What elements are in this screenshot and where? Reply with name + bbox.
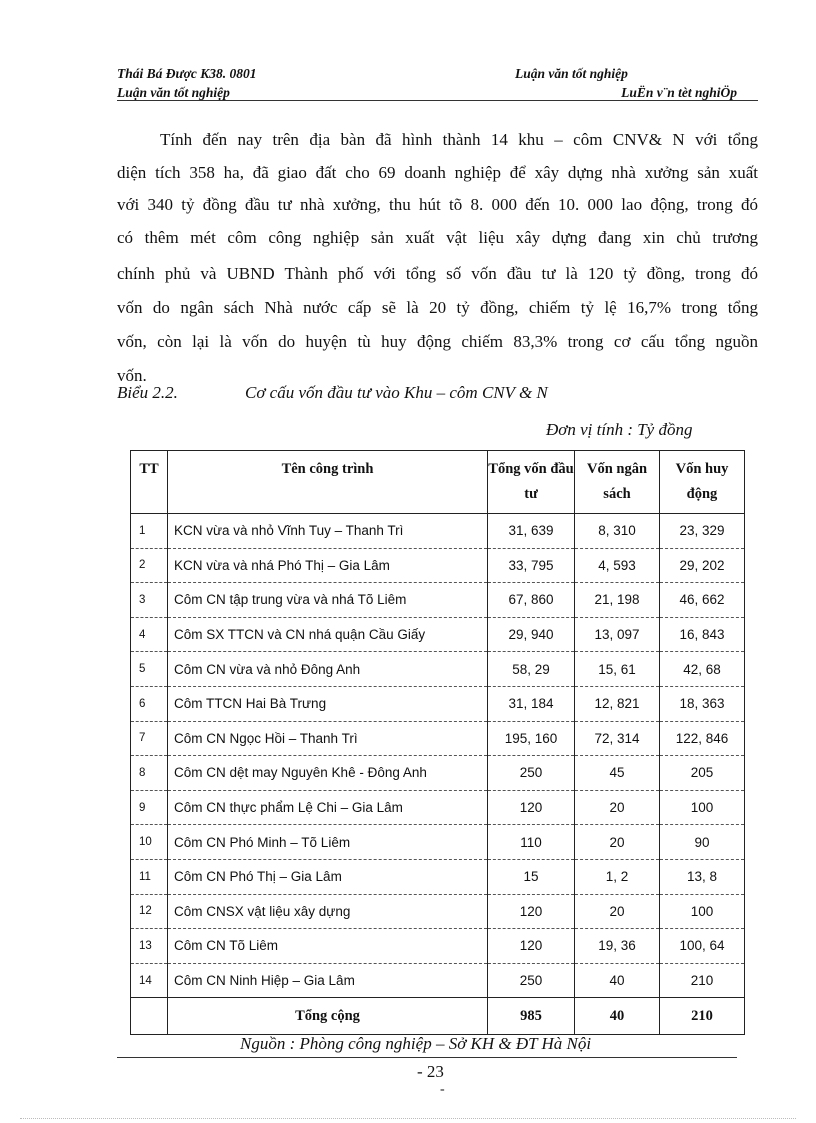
page-dash: - bbox=[440, 1082, 445, 1097]
row-tt: 10 bbox=[131, 825, 168, 860]
table-row bbox=[131, 686, 745, 721]
table-row bbox=[131, 790, 745, 825]
row-total: 195, 160 bbox=[488, 721, 575, 756]
row-budget: 1, 2 bbox=[575, 859, 660, 894]
table-row bbox=[131, 825, 745, 860]
row-budget: 45 bbox=[575, 756, 660, 791]
page-bottom-dotted-line bbox=[20, 1118, 796, 1119]
row-tt: 12 bbox=[131, 894, 168, 929]
row-mobilized: 13, 8 bbox=[660, 859, 745, 894]
header-mobilized: Vốn huy động bbox=[660, 451, 745, 514]
row-mobilized: 122, 846 bbox=[660, 721, 745, 756]
paragraph-line: có thêm mét côm công nghiệp sản xuất vật liệu xây dựng đang xin chủ trương bbox=[117, 228, 758, 248]
row-name: Côm CN tập trung vừa và nhá Tõ Liêm bbox=[168, 583, 488, 618]
row-mobilized: 100 bbox=[660, 790, 745, 825]
row-budget: 20 bbox=[575, 790, 660, 825]
row-budget: 8, 310 bbox=[575, 514, 660, 549]
table-row bbox=[131, 963, 745, 998]
row-total: 31, 639 bbox=[488, 514, 575, 549]
row-total: 31, 184 bbox=[488, 686, 575, 721]
row-name: Côm CN dệt may Nguyên Khê - Đông Anh bbox=[168, 756, 488, 791]
row-name: Côm CN Ninh Hiệp – Gia Lâm bbox=[168, 963, 488, 998]
caption-label: Biểu 2.2. bbox=[117, 383, 178, 402]
row-mobilized: 18, 363 bbox=[660, 686, 745, 721]
row-tt: 7 bbox=[131, 721, 168, 756]
row-tt: 11 bbox=[131, 859, 168, 894]
row-budget: 15, 61 bbox=[575, 652, 660, 687]
running-header-bottom bbox=[117, 85, 737, 101]
header-doc-type: Luận văn tốt nghiệp bbox=[515, 66, 628, 81]
row-name: Côm CN vừa và nhỏ Đông Anh bbox=[168, 652, 488, 687]
header-doc-type-left: Luận văn tốt nghiệp bbox=[117, 85, 230, 100]
table-row bbox=[131, 617, 745, 652]
row-mobilized: 100 bbox=[660, 894, 745, 929]
table-row bbox=[131, 859, 745, 894]
row-name: Côm CN Ngọc Hồi – Thanh Trì bbox=[168, 721, 488, 756]
paragraph-line: chính phủ và UBND Thành phố với tổng số vốn đầu tư là 120 tỷ đồng, trong đó bbox=[117, 263, 758, 283]
row-mobilized: 16, 843 bbox=[660, 617, 745, 652]
row-tt: 13 bbox=[131, 929, 168, 964]
table-row bbox=[131, 929, 745, 964]
row-tt: 3 bbox=[131, 583, 168, 618]
table-row bbox=[131, 514, 745, 549]
row-budget: 12, 821 bbox=[575, 686, 660, 721]
row-tt: 14 bbox=[131, 963, 168, 998]
total-total: 985 bbox=[488, 998, 575, 1035]
header-total: Tổng vốn đầu tư bbox=[488, 451, 575, 514]
row-total: 67, 860 bbox=[488, 583, 575, 618]
header-rule bbox=[117, 100, 758, 101]
table-row bbox=[131, 756, 745, 791]
row-tt: 5 bbox=[131, 652, 168, 687]
row-total: 15 bbox=[488, 859, 575, 894]
row-budget: 13, 097 bbox=[575, 617, 660, 652]
row-budget: 19, 36 bbox=[575, 929, 660, 964]
row-mobilized: 42, 68 bbox=[660, 652, 745, 687]
row-mobilized: 23, 329 bbox=[660, 514, 745, 549]
row-tt: 4 bbox=[131, 617, 168, 652]
row-tt: 8 bbox=[131, 756, 168, 791]
caption-title: Cơ cấu vốn đầu tư vào Khu – côm CNV & N bbox=[245, 383, 548, 402]
row-mobilized: 90 bbox=[660, 825, 745, 860]
row-total: 120 bbox=[488, 790, 575, 825]
row-total: 250 bbox=[488, 963, 575, 998]
paragraph-line: vốn. bbox=[117, 366, 147, 386]
row-mobilized: 46, 662 bbox=[660, 583, 745, 618]
row-budget: 72, 314 bbox=[575, 721, 660, 756]
row-total: 29, 940 bbox=[488, 617, 575, 652]
footer-rule bbox=[117, 1057, 737, 1058]
total-mobilized: 210 bbox=[660, 998, 745, 1035]
row-mobilized: 210 bbox=[660, 963, 745, 998]
body-paragraph bbox=[117, 124, 758, 393]
row-total: 120 bbox=[488, 929, 575, 964]
table-header-row bbox=[131, 451, 745, 514]
row-budget: 21, 198 bbox=[575, 583, 660, 618]
row-tt: 9 bbox=[131, 790, 168, 825]
unit-note: Đơn vị tính : Tỷ đồng bbox=[546, 420, 693, 439]
table-row bbox=[131, 652, 745, 687]
row-name: Côm SX TTCN và CN nhá quận Cầu Giấy bbox=[168, 617, 488, 652]
row-tt: 6 bbox=[131, 686, 168, 721]
table-total-row bbox=[131, 998, 745, 1035]
header-name: Tên công trình bbox=[168, 451, 488, 514]
total-budget: 40 bbox=[575, 998, 660, 1035]
table-row bbox=[131, 583, 745, 618]
row-total: 58, 29 bbox=[488, 652, 575, 687]
table-row bbox=[131, 894, 745, 929]
row-mobilized: 205 bbox=[660, 756, 745, 791]
row-name: KCN vừa và nhỏ Vĩnh Tuy – Thanh Trì bbox=[168, 514, 488, 549]
total-empty-cell bbox=[131, 998, 168, 1035]
row-budget: 20 bbox=[575, 894, 660, 929]
row-name: Côm TTCN Hai Bà Trưng bbox=[168, 686, 488, 721]
table-row bbox=[131, 721, 745, 756]
investment-table bbox=[130, 450, 745, 1035]
row-total: 110 bbox=[488, 825, 575, 860]
header-tt: TT bbox=[131, 451, 168, 514]
row-total: 33, 795 bbox=[488, 548, 575, 583]
paragraph-line: diện tích 358 ha, đã giao đất cho 69 doanh nghiệp để xây dựng nhà xưởng sản xuất bbox=[117, 162, 758, 182]
row-tt: 1 bbox=[131, 514, 168, 549]
row-name: Côm CN Phó Thị – Gia Lâm bbox=[168, 859, 488, 894]
table-row bbox=[131, 548, 745, 583]
paragraph-line: vốn do ngân sách Nhà nước cấp sẽ là 20 tỷ đồng, chiếm tỷ lệ 16,7% trong tổng bbox=[117, 297, 758, 317]
row-name: Côm CN Tõ Liêm bbox=[168, 929, 488, 964]
running-header-top bbox=[117, 66, 737, 82]
row-budget: 20 bbox=[575, 825, 660, 860]
row-name: Côm CN Phó Minh – Tõ Liêm bbox=[168, 825, 488, 860]
total-label: Tổng cộng bbox=[168, 998, 488, 1035]
row-budget: 40 bbox=[575, 963, 660, 998]
page-number: - 23 bbox=[417, 1062, 444, 1081]
paragraph-line: Tính đến nay trên địa bàn đã hình thành 14 khu – côm CNV& N với tổng bbox=[160, 130, 758, 149]
paragraph-line: với 340 tỷ đồng đầu tư nhà xưởng, thu hút tõ 8. 000 đến 10. 000 lao động, trong đó bbox=[117, 195, 758, 215]
source-note: Nguồn : Phòng công nghiệp – Sở KH & ĐT Hà Nội bbox=[240, 1034, 592, 1053]
row-name: Côm CNSX vật liệu xây dựng bbox=[168, 894, 488, 929]
row-name: Côm CN thực phẩm Lệ Chi – Gia Lâm bbox=[168, 790, 488, 825]
header-author: Thái Bá Được K38. 0801 bbox=[117, 66, 257, 81]
row-total: 250 bbox=[488, 756, 575, 791]
row-tt: 2 bbox=[131, 548, 168, 583]
row-total: 120 bbox=[488, 894, 575, 929]
paragraph-line: vốn, còn lại là vốn do huyện tù huy động chiếm 83,3% trong cơ cấu tổng nguồn bbox=[117, 332, 758, 352]
table-caption bbox=[117, 383, 548, 403]
header-doc-type-garbled: LuËn v¨n tèt nghiÖp bbox=[621, 85, 737, 100]
row-budget: 4, 593 bbox=[575, 548, 660, 583]
row-mobilized: 100, 64 bbox=[660, 929, 745, 964]
header-budget: Vốn ngân sách bbox=[575, 451, 660, 514]
row-name: KCN vừa và nhá Phó Thị – Gia Lâm bbox=[168, 548, 488, 583]
row-mobilized: 29, 202 bbox=[660, 548, 745, 583]
